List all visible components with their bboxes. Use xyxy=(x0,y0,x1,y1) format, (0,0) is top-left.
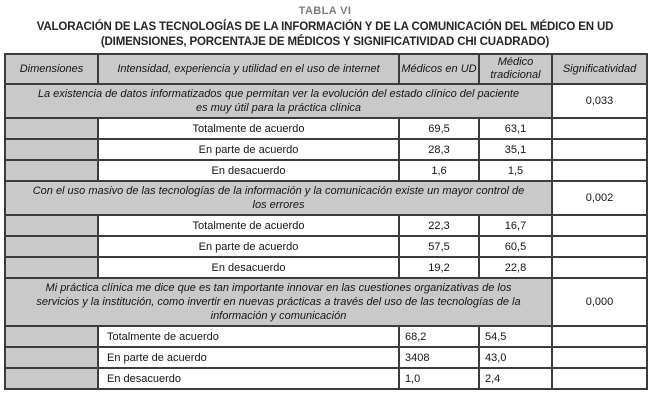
medico-tradicional-value: 54,5 xyxy=(479,326,552,347)
table-row xyxy=(5,368,647,389)
section-statement: Mi práctica clínica me dice que es tan importante innovar en las cuestiones organizativas de los servicios y la institución, como invertir en nuevas prácticas a través del uso de las tecnologías de la información y comunicación xyxy=(5,278,552,326)
table-row xyxy=(5,139,647,160)
answer-label: En desacuerdo xyxy=(98,368,399,389)
table-row xyxy=(5,160,647,181)
medicos-ud-value: 22,3 xyxy=(399,215,479,236)
table-title-line2: (DIMENSIONES, PORCENTAJE DE MÉDICOS Y SIGNIFICATIVIDAD CHI CUADRADO) xyxy=(100,36,550,48)
header-cell-medicos-ud: Médicos en UD xyxy=(399,54,479,84)
medicos-ud-value: 68,2 xyxy=(399,326,479,347)
table-title-line1: VALORACIÓN DE LAS TECNOLOGÍAS DE LA INFORMACIÓN Y DE LA COMUNICACIÓN DEL MÉDICO EN UD xyxy=(36,21,614,33)
answer-label: Totalmente de acuerdo xyxy=(98,326,399,347)
dimension-spacer-cell xyxy=(5,326,98,347)
answer-label: En parte de acuerdo xyxy=(98,236,399,257)
significance-empty-cell xyxy=(552,368,647,389)
significance-value: 0,033 xyxy=(552,84,647,118)
medico-tradicional-value: 63,1 xyxy=(479,118,552,139)
significance-value: 0,002 xyxy=(552,181,647,215)
answer-label: En desacuerdo xyxy=(98,257,399,278)
table-row xyxy=(5,118,647,139)
significance-empty-cell xyxy=(552,160,647,181)
table-row xyxy=(5,347,647,368)
table-title-block xyxy=(0,0,650,50)
section-row xyxy=(5,84,647,118)
significance-empty-cell xyxy=(552,118,647,139)
answer-label: Totalmente de acuerdo xyxy=(98,118,399,139)
section-row xyxy=(5,278,647,326)
medico-tradicional-value: 35,1 xyxy=(479,139,552,160)
header-cell-dimensiones: Dimensiones xyxy=(5,54,98,84)
dimension-spacer-cell xyxy=(5,139,98,160)
answer-label: En parte de acuerdo xyxy=(98,139,399,160)
medicos-ud-value: 19,2 xyxy=(399,257,479,278)
header-row xyxy=(5,54,647,84)
dimension-spacer-cell xyxy=(5,215,98,236)
header-cell-intensidad: Intensidad, experiencia y utilidad en el uso de internet xyxy=(98,54,399,84)
table-row xyxy=(5,257,647,278)
medico-tradicional-value: 60,5 xyxy=(479,236,552,257)
significance-value: 0,000 xyxy=(552,278,647,326)
medicos-ud-value: 1,6 xyxy=(399,160,479,181)
table-number-label: TABLA VI xyxy=(298,5,352,17)
valoracion-table xyxy=(4,53,648,390)
significance-empty-cell xyxy=(552,257,647,278)
significance-empty-cell xyxy=(552,139,647,160)
medicos-ud-value: 57,5 xyxy=(399,236,479,257)
section-statement: La existencia de datos informatizados que permitan ver la evolución del estado clínico del paciente es muy útil para la práctica clínica xyxy=(5,84,552,118)
medico-tradicional-value: 22,8 xyxy=(479,257,552,278)
dimension-spacer-cell xyxy=(5,257,98,278)
dimension-spacer-cell xyxy=(5,160,98,181)
dimension-spacer-cell xyxy=(5,347,98,368)
dimension-spacer-cell xyxy=(5,118,98,139)
section-row xyxy=(5,181,647,215)
medico-tradicional-value: 1,5 xyxy=(479,160,552,181)
medico-tradicional-value: 43,0 xyxy=(479,347,552,368)
medico-tradicional-value: 16,7 xyxy=(479,215,552,236)
medicos-ud-value: 1,0 xyxy=(399,368,479,389)
significance-empty-cell xyxy=(552,326,647,347)
answer-label: Totalmente de acuerdo xyxy=(98,215,399,236)
answer-label: En parte de acuerdo xyxy=(98,347,399,368)
header-cell-medico-tradicional: Médico tradicional xyxy=(479,54,552,84)
section-statement: Con el uso masivo de las tecnologías de la información y la comunicación existe un mayor control de los errores xyxy=(5,181,552,215)
dimension-spacer-cell xyxy=(5,236,98,257)
medicos-ud-value: 3408 xyxy=(399,347,479,368)
table-row xyxy=(5,236,647,257)
significance-empty-cell xyxy=(552,215,647,236)
medico-tradicional-value: 2,4 xyxy=(479,368,552,389)
significance-empty-cell xyxy=(552,236,647,257)
significance-empty-cell xyxy=(552,347,647,368)
header-cell-significatividad: Significatividad xyxy=(552,54,647,84)
answer-label: En desacuerdo xyxy=(98,160,399,181)
dimension-spacer-cell xyxy=(5,368,98,389)
medicos-ud-value: 28,3 xyxy=(399,139,479,160)
medicos-ud-value: 69,5 xyxy=(399,118,479,139)
table-row xyxy=(5,215,647,236)
table-row xyxy=(5,326,647,347)
